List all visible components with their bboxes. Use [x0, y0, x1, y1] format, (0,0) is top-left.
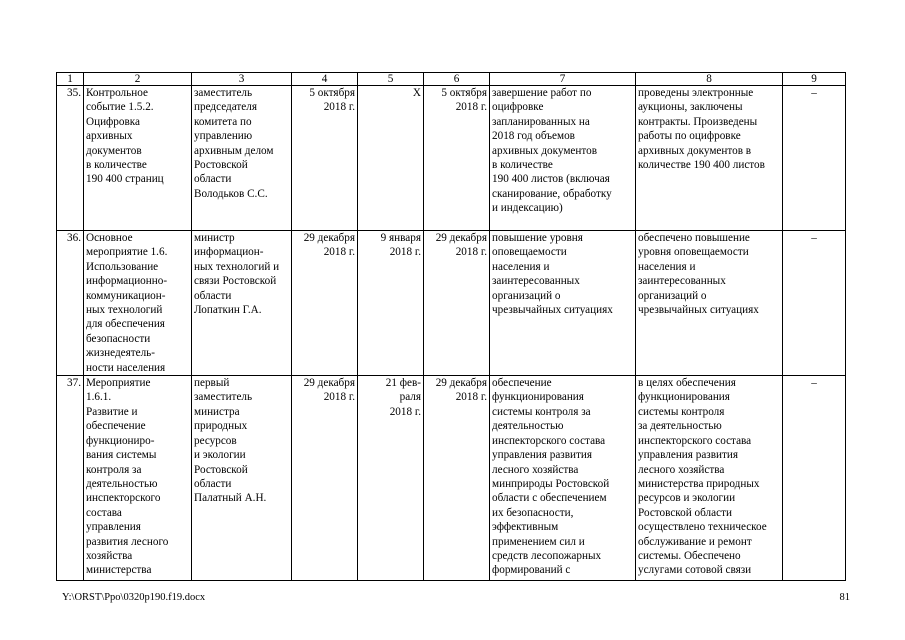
row-number: 35.: [57, 86, 84, 231]
planned-result: обеспечение функционирования системы контроля за деятельностью инспекторского состава управления развития лесного хозяйства минприроды Ростовской области с обеспечением их безопасности, эффективным применением сил и средств лесопожарных формирований с: [490, 376, 636, 581]
column-number-row: [57, 73, 846, 86]
actual-result: проведены электронные аукционы, заключены контракты. Произведены работы по оцифровке архивных документов в количестве 190 400 листов: [636, 86, 783, 231]
responsible-person: первый заместитель министра природных ресурсов и экологии Ростовской области Палатный А.Н.: [192, 376, 292, 581]
event-name: Мероприятие 1.6.1. Развитие и обеспечение функциониро- вания системы контроля за деятельностью инспекторского состава управления развития лесного хозяйства министерства: [84, 376, 192, 581]
deadline: 21 фев- раля 2018 г.: [358, 376, 424, 581]
events-table: [56, 72, 846, 581]
planned-result: повышение уровня оповещаемости населения и заинтересованных организаций о чрезвычайных ситуациях: [490, 231, 636, 376]
deadline: 9 января 2018 г.: [358, 231, 424, 376]
column-number: 7: [490, 73, 636, 86]
table-row: [57, 231, 846, 376]
responsible-person: министр информацион- ных технологий и связи Ростовской области Лопаткин Г.А.: [192, 231, 292, 376]
column-number: 3: [192, 73, 292, 86]
actual-result: в целях обеспечения функционирования системы контроля за деятельностью инспекторского состава управления развития лесного хозяйства министерства природных ресурсов и экологии Ростовской области осуществлено техническое обслуживание и ремонт системы. Обеспечено услугами сотовой связи: [636, 376, 783, 581]
page-number: 81: [839, 592, 850, 603]
event-name: Основное мероприятие 1.6. Использование информационно- коммуникацион- ных технологий для обеспечения безопасности жизнедеятель- ности населения: [84, 231, 192, 376]
column-number: 6: [424, 73, 490, 86]
column-number: 9: [783, 73, 846, 86]
note: –: [783, 231, 846, 376]
fact-date: 29 декабря 2018 г.: [424, 231, 490, 376]
table-row: [57, 376, 846, 581]
column-number: 4: [292, 73, 358, 86]
actual-result: обеспечено повышение уровня оповещаемости населения и заинтересованных организаций о чрезвычайных ситуациях: [636, 231, 783, 376]
table-row: [57, 86, 846, 231]
file-path: Y:\ORST\Ppo\0320p190.f19.docx: [62, 592, 206, 603]
responsible-person: заместитель председателя комитета по управлению архивным делом Ростовской области Володьков С.С.: [192, 86, 292, 231]
plan-date: 5 октября 2018 г.: [292, 86, 358, 231]
column-number: 8: [636, 73, 783, 86]
note: –: [783, 86, 846, 231]
column-number: 2: [84, 73, 192, 86]
planned-result: завершение работ по оцифровке запланированных на 2018 год объемов архивных документов в количестве 190 400 листов (включая сканирование, обработку и индексацию): [490, 86, 636, 231]
column-number: 1: [57, 73, 84, 86]
plan-date: 29 декабря 2018 г.: [292, 376, 358, 581]
row-number: 37.: [57, 376, 84, 581]
plan-date: 29 декабря 2018 г.: [292, 231, 358, 376]
fact-date: 29 декабря 2018 г.: [424, 376, 490, 581]
event-name: Контрольное событие 1.5.2. Оцифровка архивных документов в количестве 190 400 страниц: [84, 86, 192, 231]
fact-date: 5 октября 2018 г.: [424, 86, 490, 231]
deadline: Х: [358, 86, 424, 231]
row-number: 36.: [57, 231, 84, 376]
column-number: 5: [358, 73, 424, 86]
note: –: [783, 376, 846, 581]
